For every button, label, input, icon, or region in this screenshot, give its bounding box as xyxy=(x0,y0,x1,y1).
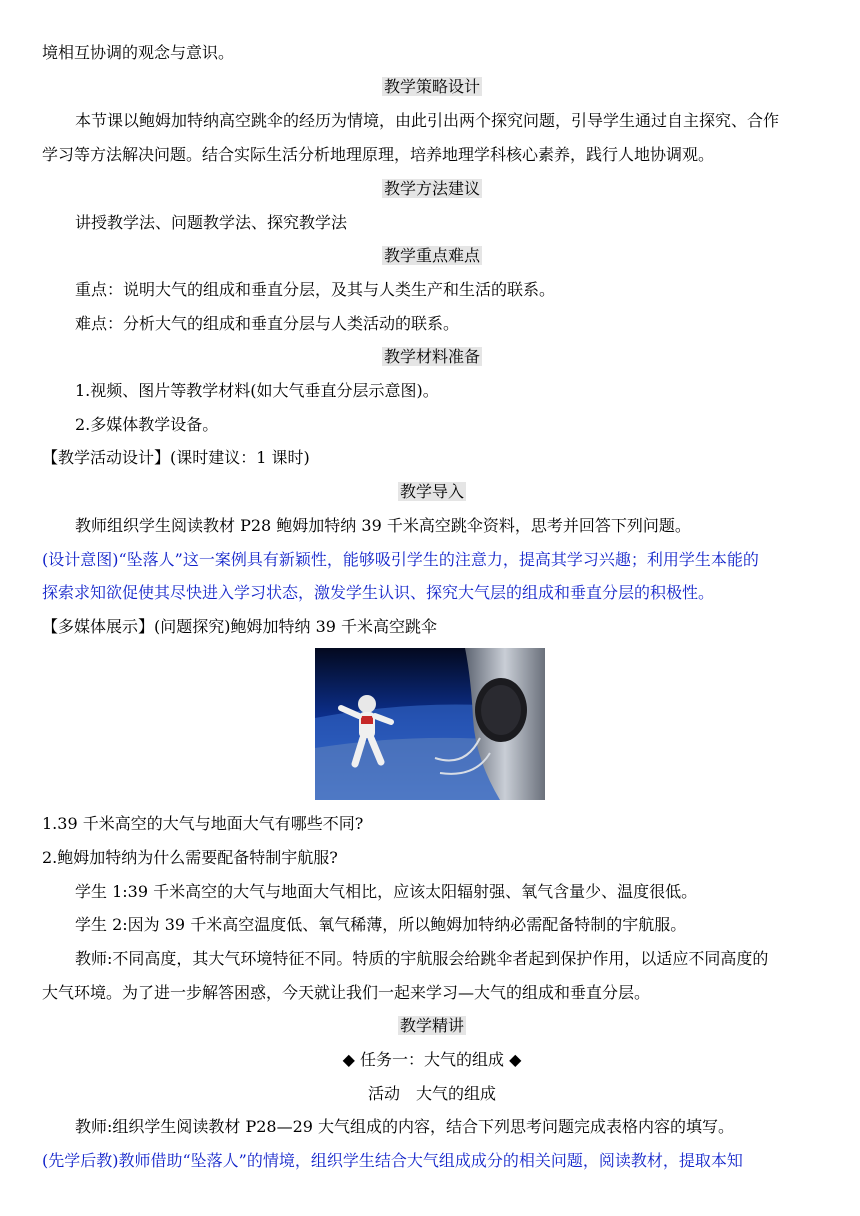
design-intent-note: 探索求知欲促使其尽快进入学习状态，激发学生认识、探究大气层的组成和垂直分层的积极性。 xyxy=(42,583,715,602)
teacher-remark: 大气环境。为了进一步解答困惑，今天就让我们一起来学习—大气的组成和垂直分层。 xyxy=(42,983,651,1002)
teaching-note: (先学后教)教师借助“坠落人”的情境，组织学生结合大气组成成分的相关问题，阅读教材，提取本知 xyxy=(42,1151,743,1170)
teacher-remark: 教师:不同高度，其大气环境特征不同。特质的宇航服会给跳伞者起到保护作用，以适应不同高度的 xyxy=(75,949,769,968)
section-heading-key: 教学重点难点 xyxy=(383,246,480,265)
section-heading-material: 教学材料准备 xyxy=(383,347,480,366)
paragraph: 学习等方法解决问题。结合实际生活分析地理原理，培养地理学科核心素养，践行人地协调观。 xyxy=(42,145,715,164)
list-item: 1.视频、图片等教学材料(如大气垂直分层示意图)。 xyxy=(75,381,439,400)
question-item: 1.39 千米高空的大气与地面大气有哪些不同? xyxy=(42,814,364,833)
multimedia-heading: 【多媒体展示】(问题探究)鲍姆加特纳 39 千米高空跳伞 xyxy=(42,617,438,636)
task-heading: ◆ 任务一：大气的组成 ◆ xyxy=(342,1050,522,1069)
paragraph: 难点：分析大气的组成和垂直分层与人类活动的联系。 xyxy=(75,314,460,333)
paragraph: 本节课以鲍姆加特纳高空跳伞的经历为情境，由此引出两个探究问题，引导学生通过自主探究、合作 xyxy=(75,111,780,130)
activity-design-heading: 【教学活动设计】(课时建议：1 课时) xyxy=(42,448,310,467)
paragraph: 讲授教学法、问题教学法、探究教学法 xyxy=(75,213,348,232)
section-heading-method: 教学方法建议 xyxy=(383,179,480,198)
paragraph: 境相互协调的观念与意识。 xyxy=(42,43,235,62)
student-answer: 学生 1:39 千米高空的大气与地面大气相比，应该太阳辐射强、氧气含量少、温度很低。 xyxy=(75,882,698,901)
section-heading-intro: 教学导入 xyxy=(399,482,464,501)
skydiver-illustration xyxy=(315,648,545,800)
skydiver-photo xyxy=(315,648,545,800)
paragraph: 教师组织学生阅读教材 P28 鲍姆加特纳 39 千米高空跳伞资料，思考并回答下列问题。 xyxy=(75,516,691,535)
question-item: 2.鲍姆加特纳为什么需要配备特制宇航服? xyxy=(42,848,338,867)
design-intent-note: (设计意图)“坠落人”这一案例具有新颖性，能够吸引学生的注意力，提高其学习兴趣；利用学生本能的 xyxy=(42,550,759,569)
section-heading-strategy: 教学策略设计 xyxy=(383,77,480,96)
paragraph: 重点：说明大气的组成和垂直分层，及其与人类生产和生活的联系。 xyxy=(75,280,556,299)
student-answer: 学生 2:因为 39 千米高空温度低、氧气稀薄，所以鲍姆加特纳必需配备特制的宇航服。 xyxy=(75,915,687,934)
teacher-remark: 教师:组织学生阅读教材 P28—29 大气组成的内容，结合下列思考问题完成表格内容的填写。 xyxy=(75,1117,735,1136)
section-heading-lecture: 教学精讲 xyxy=(399,1016,464,1035)
list-item: 2.多媒体教学设备。 xyxy=(75,415,219,434)
activity-heading: 活动 大气的组成 xyxy=(367,1084,496,1103)
